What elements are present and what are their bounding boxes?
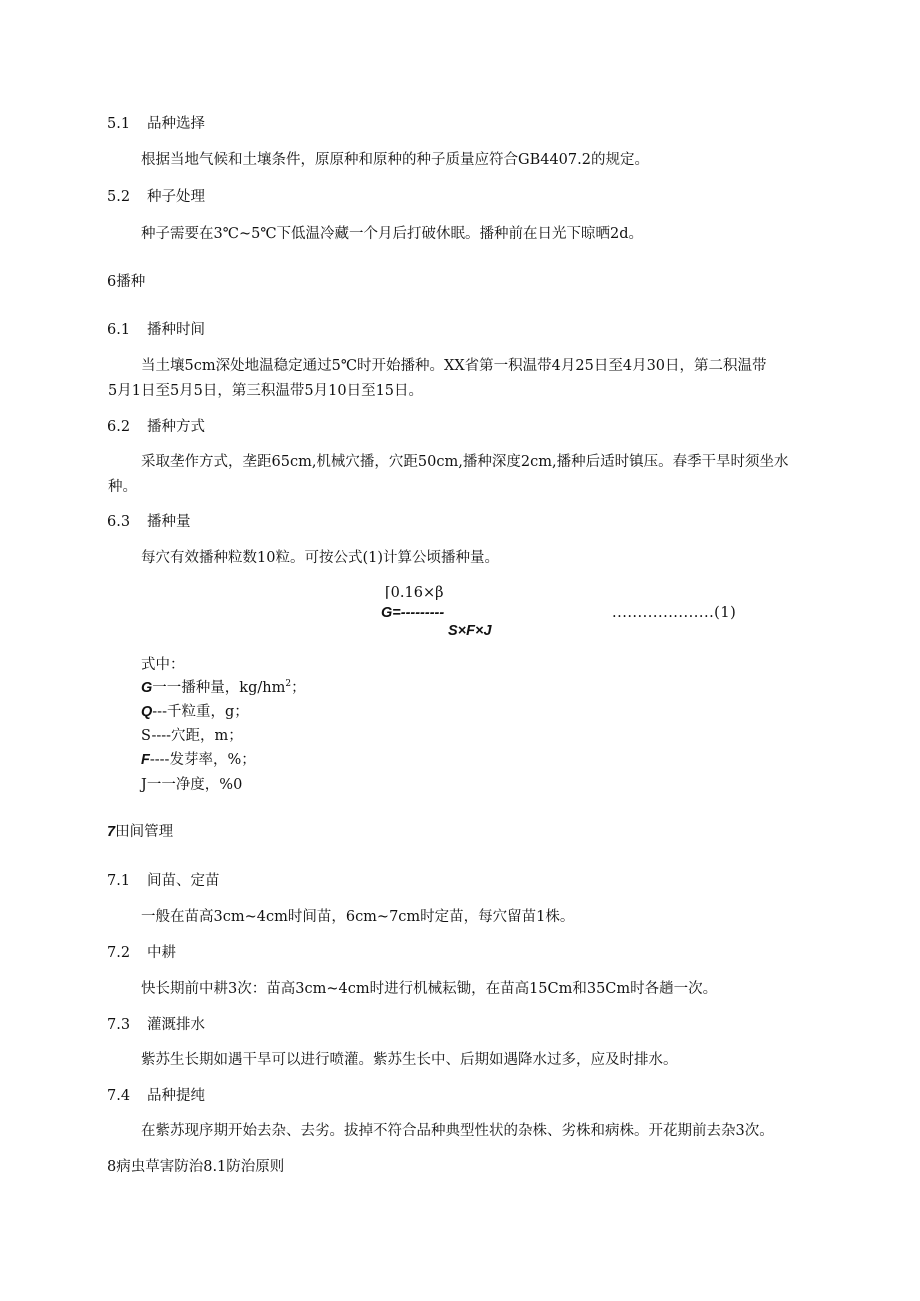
heading-number: 5.1 — [107, 116, 131, 132]
section-heading-7 — [107, 822, 173, 842]
paragraph-5-2: 种子需要在3℃~5℃下低温冷藏一个月后打破休眠。播种前在日光下晾晒2d。 — [141, 226, 644, 242]
heading-title: 品种提纯 — [147, 1088, 205, 1104]
heading-number: 7.4 — [107, 1088, 131, 1104]
section-heading-6: 6播种 — [107, 274, 146, 290]
where-q — [141, 702, 249, 722]
heading-number: 5.2 — [107, 189, 131, 205]
heading-title: 种子处理 — [147, 189, 205, 205]
paragraph-6-1-line1: 当土壤5cm深处地温稳定通过5℃时开始播种。XX省第一积温带4月25日至4月30日，第二积温带 — [141, 358, 767, 374]
heading-6-3 — [107, 512, 191, 532]
heading-6-1 — [107, 320, 205, 340]
heading-number: 6.2 — [107, 419, 131, 435]
where-g-text: 一一播种量，kg/hm — [152, 680, 286, 696]
heading-number: 6.3 — [107, 514, 131, 530]
symbol-f: F — [141, 752, 150, 768]
heading-7-2 — [107, 943, 176, 963]
where-g-end: ； — [291, 680, 306, 696]
section-heading-8: 8病虫草害防治8.1防治原则 — [107, 1159, 285, 1175]
formula-numerator: ⌈0.16×β — [385, 585, 444, 601]
paragraph-6-2-line1: 采取垄作方式，垄距65cm,机械穴播，穴距50cm,播种深度2cm,播种后适时镇压。春季干旱时须坐水 — [141, 454, 789, 470]
symbol-q: Q — [141, 704, 153, 720]
superscript: 2 — [285, 679, 292, 690]
heading-title: 灌溉排水 — [147, 1017, 205, 1033]
paragraph-5-1: 根据当地气候和土壤条件，原原种和原种的种子质量应符合GB4407.2的规定。 — [141, 152, 649, 168]
heading-title: 间苗、定苗 — [147, 873, 220, 889]
section-number: 7 — [107, 824, 116, 840]
paragraph-7-3: 紫苏生长期如遇干旱可以进行喷灌。紫苏生长中、后期如遇降水过多，应及时排水。 — [141, 1052, 678, 1068]
heading-number: 6.1 — [107, 322, 131, 338]
heading-title: 品种选择 — [147, 116, 205, 132]
where-g — [141, 678, 306, 698]
symbol-g: G — [141, 680, 153, 696]
heading-6-2 — [107, 417, 205, 437]
paragraph-6-1-line2: 5月1日至5月5日，第三积温带5月10日至15日。 — [108, 383, 424, 399]
where-f — [141, 750, 256, 770]
paragraph-7-2: 快长期前中耕3次：苗高3cm~4cm时进行机械耘锄，在苗高15Cm和35Cm时各趟一次。 — [141, 981, 718, 997]
heading-title: 播种时间 — [147, 322, 205, 338]
heading-number: 7.1 — [107, 873, 131, 889]
heading-number: 7.3 — [107, 1017, 131, 1033]
heading-title: 中耕 — [147, 945, 176, 961]
heading-number: 7.2 — [107, 945, 131, 961]
heading-7-1 — [107, 871, 220, 891]
formula-denominator: S×F×J — [448, 623, 492, 639]
where-f-text: ----发芽率，%； — [149, 752, 256, 768]
formula-lhs: G=--------- — [381, 605, 445, 621]
where-q-text: ---千粒重，g； — [152, 704, 249, 720]
section-title: 田间管理 — [115, 824, 174, 840]
paragraph-7-4: 在紫苏现序期开始去杂、去劣。拔掉不符合品种典型性状的杂株、劣株和病株。开花期前去杂3次。 — [141, 1123, 774, 1139]
paragraph-6-3: 每穴有效播种粒数10粒。可按公式(1)计算公顷播种量。 — [141, 550, 499, 566]
equation-number: ....................(1) — [612, 605, 737, 621]
where-s: S----穴距，m； — [141, 728, 243, 744]
heading-5-1 — [107, 114, 205, 134]
heading-7-4 — [107, 1086, 205, 1106]
heading-title: 播种方式 — [147, 419, 205, 435]
paragraph-7-1: 一般在苗高3cm~4cm时间苗，6cm~7cm时定苗，每穴留苗1株。 — [141, 909, 575, 925]
heading-7-3 — [107, 1015, 205, 1035]
paragraph-6-2-line2: 种。 — [108, 479, 137, 495]
where-label: 式中： — [141, 657, 185, 673]
where-j: J一一净度，%0 — [141, 777, 243, 793]
heading-5-2 — [107, 187, 205, 207]
heading-title: 播种量 — [147, 514, 191, 530]
